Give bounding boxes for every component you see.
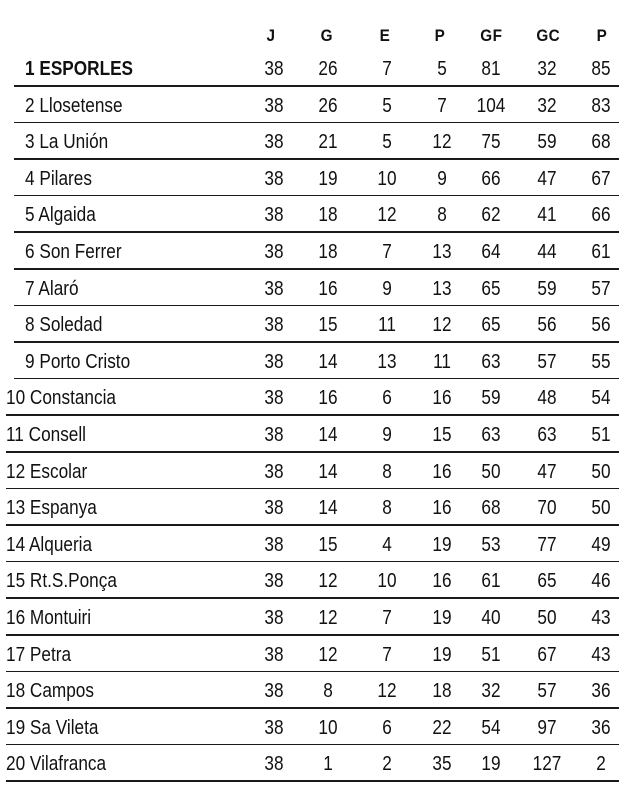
goals-against-cell: 47: [537, 167, 557, 190]
position-number: 15: [6, 570, 26, 593]
team-name: Algaida: [38, 204, 96, 227]
lost-cell: 8: [437, 204, 447, 227]
position-number: 6: [25, 240, 35, 263]
goals-for-cell: 50: [481, 460, 501, 483]
won-cell: 14: [318, 460, 338, 483]
table-row: [0, 52, 623, 89]
row-divider: [14, 231, 619, 233]
row-divider: [14, 268, 619, 270]
goals-for-cell: 62: [481, 204, 501, 227]
drawn-cell: 10: [377, 167, 397, 190]
drawn-cell: 8: [382, 460, 392, 483]
team-name: ESPORLES: [39, 58, 134, 80]
position-number: 5: [25, 204, 35, 227]
drawn-cell: 8: [382, 497, 392, 520]
header-played: J: [266, 26, 276, 45]
points-cell: 56: [591, 314, 611, 337]
points-cell: 51: [591, 423, 611, 446]
goals-for-cell: 66: [481, 167, 501, 190]
position-number: 3: [25, 131, 35, 154]
row-divider: [6, 634, 619, 636]
team-cell: [25, 204, 96, 226]
goals-against-cell: 97: [537, 716, 557, 739]
drawn-cell: 7: [382, 240, 392, 263]
played-cell: 38: [264, 533, 284, 556]
table-row: [0, 272, 623, 309]
table-row: [0, 235, 623, 272]
played-cell: 38: [264, 497, 284, 520]
table-row: [0, 198, 623, 235]
goals-against-cell: 47: [537, 460, 557, 483]
team-name: Son Ferrer: [39, 240, 122, 263]
played-cell: 38: [264, 350, 284, 373]
table-row: [0, 345, 623, 382]
lost-cell: 13: [432, 240, 452, 263]
position-number: 16: [6, 606, 26, 629]
drawn-cell: 5: [382, 131, 392, 154]
team-cell: [25, 278, 79, 300]
played-cell: 38: [264, 570, 284, 593]
row-divider: [6, 414, 619, 416]
goals-for-cell: 53: [481, 533, 501, 556]
team-name: Campos: [29, 680, 94, 703]
row-divider: [14, 195, 619, 197]
team-cell: [25, 168, 92, 190]
played-cell: 38: [264, 423, 284, 446]
row-divider: [6, 561, 619, 563]
table-row: [0, 491, 623, 528]
team-name: Vilafranca: [29, 753, 107, 776]
team-cell: [6, 753, 106, 775]
team-cell: [6, 534, 92, 556]
points-cell: 83: [591, 94, 611, 117]
table-row: [0, 528, 623, 565]
team-name: Porto Cristo: [39, 350, 131, 373]
lost-cell: 15: [432, 423, 452, 446]
drawn-cell: 6: [382, 387, 392, 410]
lost-cell: 18: [432, 680, 452, 703]
played-cell: 38: [264, 753, 284, 776]
row-divider: [6, 780, 619, 782]
standings-rows: [0, 52, 623, 784]
row-divider: [6, 707, 619, 709]
row-divider: [14, 378, 619, 380]
team-cell: [6, 387, 116, 409]
goals-for-cell: 65: [481, 277, 501, 300]
goals-for-cell: 65: [481, 314, 501, 337]
team-cell: [6, 717, 98, 739]
goals-against-cell: 48: [537, 387, 557, 410]
drawn-cell: 4: [382, 533, 392, 556]
drawn-cell: 7: [382, 606, 392, 629]
row-divider: [6, 488, 619, 490]
goals-against-cell: 50: [537, 606, 557, 629]
table-row: [0, 308, 623, 345]
won-cell: 18: [318, 240, 338, 263]
goals-against-cell: 56: [537, 314, 557, 337]
goals-for-cell: 61: [481, 570, 501, 593]
team-cell: [25, 131, 108, 153]
goals-against-cell: 57: [537, 680, 557, 703]
drawn-cell: 7: [382, 58, 392, 80]
played-cell: 38: [264, 204, 284, 227]
goals-against-cell: 63: [537, 423, 557, 446]
team-name: Soledad: [39, 314, 103, 337]
team-cell: [25, 241, 122, 263]
lost-cell: 11: [433, 350, 451, 373]
lost-cell: 16: [432, 497, 452, 520]
lost-cell: 16: [432, 387, 452, 410]
position-number: 17: [6, 643, 26, 666]
row-divider: [6, 524, 619, 526]
lost-cell: 7: [437, 94, 447, 117]
won-cell: 14: [318, 350, 338, 373]
played-cell: 38: [264, 131, 284, 154]
team-name: Petra: [29, 643, 72, 666]
team-cell: [6, 644, 71, 666]
goals-against-cell: 41: [537, 204, 557, 227]
won-cell: 15: [318, 533, 338, 556]
team-cell: [6, 461, 87, 483]
lost-cell: 5: [437, 58, 447, 80]
position-number: 4: [25, 167, 35, 190]
goals-for-cell: 51: [481, 643, 501, 666]
goals-for-cell: 32: [481, 680, 501, 703]
won-cell: 1: [323, 753, 333, 776]
drawn-cell: 7: [382, 643, 392, 666]
points-cell: 36: [591, 716, 611, 739]
lost-cell: 19: [432, 643, 452, 666]
table-row: [0, 418, 623, 455]
goals-for-cell: 64: [481, 240, 501, 263]
table-row: [0, 674, 623, 711]
position-number: 2: [25, 94, 35, 117]
played-cell: 38: [264, 460, 284, 483]
position-number: 13: [6, 497, 26, 520]
points-cell: 67: [591, 167, 611, 190]
team-name: Alaró: [38, 277, 79, 300]
row-divider: [14, 341, 619, 343]
drawn-cell: 5: [382, 94, 392, 117]
played-cell: 38: [264, 387, 284, 410]
goals-against-cell: 67: [537, 643, 557, 666]
position-number: 20: [6, 753, 26, 776]
team-cell: [6, 680, 94, 702]
won-cell: 26: [318, 58, 338, 80]
team-cell: [6, 570, 117, 592]
points-cell: 50: [591, 460, 611, 483]
row-divider: [14, 305, 619, 307]
points-cell: 50: [591, 497, 611, 520]
team-name: Constancia: [29, 387, 116, 410]
team-name: Montuiri: [29, 606, 92, 629]
table-header-row: [0, 26, 623, 50]
position-number: 11: [6, 423, 24, 446]
lost-cell: 16: [432, 570, 452, 593]
row-divider: [6, 451, 619, 453]
team-name: La Unión: [39, 131, 109, 154]
team-cell: [25, 314, 102, 336]
lost-cell: 19: [432, 606, 452, 629]
points-cell: 55: [591, 350, 611, 373]
played-cell: 38: [264, 167, 284, 190]
points-cell: 57: [591, 277, 611, 300]
position-number: 10: [6, 387, 26, 410]
played-cell: 38: [264, 58, 284, 80]
position-number: 7: [25, 277, 35, 300]
goals-for-cell: 81: [481, 58, 501, 80]
won-cell: 14: [318, 497, 338, 520]
won-cell: 12: [318, 643, 338, 666]
position-number: 14: [6, 533, 26, 556]
goals-for-cell: 104: [476, 94, 506, 117]
won-cell: 19: [318, 167, 338, 190]
row-divider: [6, 597, 619, 599]
goals-against-cell: 59: [537, 277, 557, 300]
points-cell: 46: [591, 570, 611, 593]
won-cell: 10: [318, 716, 338, 739]
drawn-cell: 10: [377, 570, 397, 593]
drawn-cell: 9: [382, 277, 392, 300]
table-row: [0, 747, 623, 784]
won-cell: 15: [318, 314, 338, 337]
points-cell: 43: [591, 606, 611, 629]
goals-for-cell: 19: [481, 753, 501, 776]
goals-for-cell: 75: [481, 131, 501, 154]
goals-for-cell: 63: [481, 350, 501, 373]
header-won: G: [320, 26, 334, 45]
lost-cell: 12: [432, 314, 452, 337]
team-name: Rt.S.Ponça: [29, 570, 117, 593]
drawn-cell: 12: [377, 680, 397, 703]
points-cell: 36: [591, 680, 611, 703]
played-cell: 38: [264, 680, 284, 703]
goals-for-cell: 40: [481, 606, 501, 629]
points-cell: 2: [596, 753, 606, 776]
table-row: [0, 638, 623, 675]
won-cell: 18: [318, 204, 338, 227]
drawn-cell: 11: [378, 314, 396, 337]
row-divider: [14, 122, 619, 124]
team-name: Sa Vileta: [29, 716, 99, 739]
row-divider: [6, 671, 619, 673]
drawn-cell: 2: [382, 753, 392, 776]
won-cell: 16: [318, 387, 338, 410]
goals-against-cell: 59: [537, 131, 557, 154]
position-number: 9: [25, 350, 35, 373]
goals-for-cell: 68: [481, 497, 501, 520]
won-cell: 12: [318, 606, 338, 629]
table-row: [0, 162, 623, 199]
header-points: P: [596, 26, 608, 45]
goals-against-cell: 70: [537, 497, 557, 520]
points-cell: 61: [591, 240, 611, 263]
played-cell: 38: [264, 240, 284, 263]
won-cell: 16: [318, 277, 338, 300]
table-row: [0, 381, 623, 418]
points-cell: 85: [591, 58, 611, 80]
team-name: Consell: [28, 423, 87, 446]
drawn-cell: 6: [382, 716, 392, 739]
lost-cell: 9: [437, 167, 447, 190]
header-drawn: E: [379, 26, 391, 45]
points-cell: 66: [591, 204, 611, 227]
drawn-cell: 9: [382, 423, 392, 446]
team-name: Pilares: [39, 167, 92, 190]
goals-against-cell: 57: [537, 350, 557, 373]
position-number: 8: [25, 314, 35, 337]
position-number: 19: [6, 716, 26, 739]
row-divider: [6, 744, 619, 746]
table-row: [0, 564, 623, 601]
team-name: Llosetense: [39, 94, 123, 117]
played-cell: 38: [264, 716, 284, 739]
header-goals-for: GF: [480, 26, 503, 45]
won-cell: 14: [318, 423, 338, 446]
position-number: 18: [6, 680, 26, 703]
lost-cell: 12: [432, 131, 452, 154]
points-cell: 49: [591, 533, 611, 556]
lost-cell: 16: [432, 460, 452, 483]
table-row: [0, 601, 623, 638]
table-row: [0, 125, 623, 162]
team-cell: [25, 351, 130, 373]
played-cell: 38: [264, 643, 284, 666]
goals-for-cell: 59: [481, 387, 501, 410]
table-row: [0, 455, 623, 492]
team-cell: [6, 607, 91, 629]
goals-against-cell: 44: [537, 240, 557, 263]
team-cell: [25, 95, 123, 117]
team-name: Alqueria: [28, 533, 93, 556]
goals-for-cell: 63: [481, 423, 501, 446]
won-cell: 12: [318, 570, 338, 593]
team-cell: [6, 497, 97, 519]
won-cell: 8: [323, 680, 333, 703]
team-cell: [6, 424, 86, 446]
played-cell: 38: [264, 606, 284, 629]
goals-against-cell: 32: [537, 94, 557, 117]
goals-against-cell: 65: [537, 570, 557, 593]
goals-against-cell: 77: [537, 533, 557, 556]
played-cell: 38: [264, 94, 284, 117]
row-divider: [14, 85, 619, 87]
won-cell: 26: [318, 94, 338, 117]
table-row: [0, 89, 623, 126]
points-cell: 68: [591, 131, 611, 154]
won-cell: 21: [318, 131, 338, 154]
drawn-cell: 13: [377, 350, 397, 373]
drawn-cell: 12: [377, 204, 397, 227]
team-cell: [25, 58, 133, 80]
played-cell: 38: [264, 277, 284, 300]
position-number: 12: [6, 460, 26, 483]
lost-cell: 13: [432, 277, 452, 300]
goals-against-cell: 127: [532, 753, 562, 776]
team-name: Espanya: [29, 497, 97, 520]
position-number: 1: [25, 58, 35, 80]
team-name: Escolar: [29, 460, 88, 483]
lost-cell: 19: [432, 533, 452, 556]
points-cell: 43: [591, 643, 611, 666]
table-row: [0, 711, 623, 748]
row-divider: [14, 158, 619, 160]
points-cell: 54: [591, 387, 611, 410]
lost-cell: 22: [432, 716, 452, 739]
goals-for-cell: 54: [481, 716, 501, 739]
goals-against-cell: 32: [537, 58, 557, 80]
lost-cell: 35: [432, 753, 452, 776]
header-goals-against: GC: [536, 26, 561, 45]
played-cell: 38: [264, 314, 284, 337]
header-lost: P: [434, 26, 446, 45]
